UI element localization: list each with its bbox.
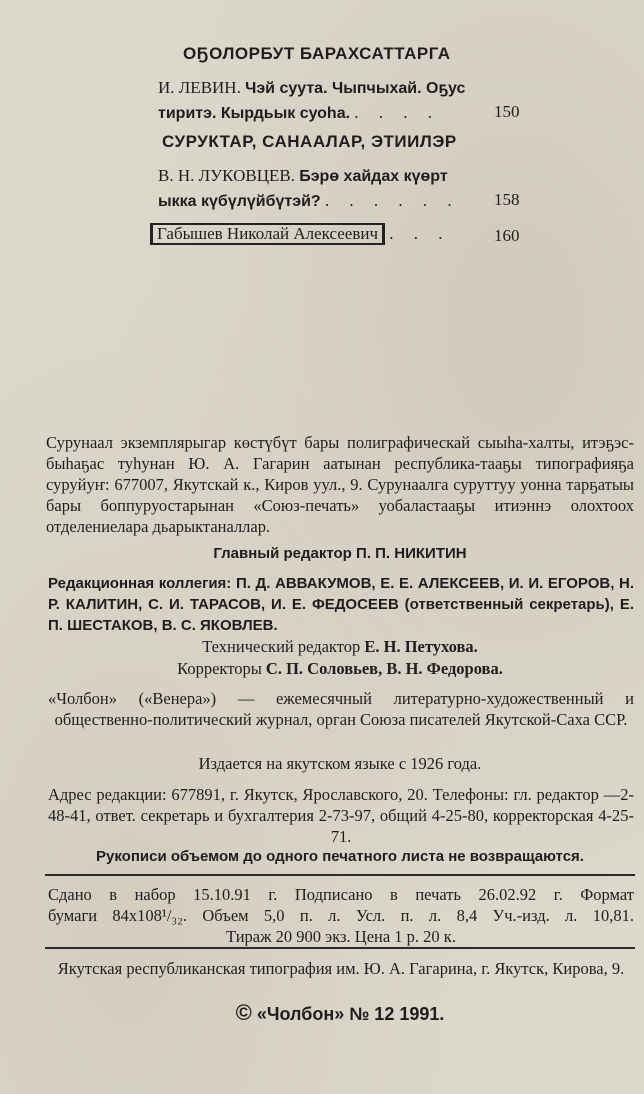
chief-editor-name: П. П. НИКИТИН [356,545,467,562]
toc-entry-2-page: 158 [494,190,520,209]
toc-entry-2 [158,164,494,214]
journal-description: «Чолбон» («Венера») — ежемесячный литературно-художественный и общественно-политический журнал, орган Союза писателей Якутской-Саха ССР. [48,689,634,729]
toc-entry-1 [158,76,494,126]
toc-dots: . . . . . . [324,191,460,210]
toc-entry-3 [150,222,451,246]
board-members: П. Д. АВВАКУМОВ, Е. Е. АЛЕКСЕЕВ, И. И. ЕГОРОВ, Н. Р. КАЛИТИН, С. И. ТАРАСОВ, И. Е. ФЕДОСЕЕВ (ответственный секретарь), Е. П. ШЕСТАКОВ, В. С. ЯКОВЛЕВ. [48,575,634,634]
editorial-board [48,573,634,636]
manuscripts-note: Рукописи объемом до одного печатного листа не возвращаются. [96,848,584,865]
toc-entry-2-title-a: Бэрө хайдах күөрт [299,168,448,185]
tech-editor-name: Е. Н. Петухова. [364,637,478,656]
printer-info: Якутская республиканская типография им. Ю. А. Гагарина, г. Якутск, Кирова, 9. [57,959,625,978]
divider-bottom [45,947,635,949]
toc-entry-3-boxed-text: Габышев Николай Алексеевич [150,223,385,245]
toc-entry-3-page: 160 [494,226,520,245]
print-line-3: Тираж 20 900 экз. Цена 1 р. 20 к. [226,927,456,946]
section-title-2: СУРУКТАР, САНААЛАР, ЭТИИЛЭР [162,132,457,151]
divider-top [45,874,635,876]
toc-entry-1-title-a: Чэй суута. Чыпчыхай. Оҕус [245,80,466,97]
toc-entry-1-author: И. ЛЕВИН. [158,78,241,97]
board-label: Редакционная коллегия: [48,575,232,592]
toc-entry-1-title-b: тиритэ. Кырдьык суоһа. [158,105,351,122]
section-title-1: ОҔОЛОРБУТ БАРАХСАТТАРГА [183,44,451,63]
correctors-label: Корректоры [177,659,262,678]
copyright-line [46,1000,634,1026]
print-data [48,884,634,947]
toc-entry-2-title-b: ыкка күбүлүйбүтэй? [158,193,321,210]
chief-editor-label: Главный редактор [213,545,352,562]
chief-editor [46,543,634,564]
toc-entry-2-author: В. Н. ЛУКОВЦЕВ. [158,166,295,185]
editorial-address: Адрес редакции: 677891, г. Якутск, Ярославского, 20. Телефоны: гл. редактор —2-48-41, ответ. секретарь и бухгалтерия 2-73-97, общий 4-25-80, корректорская 4-25-71. [48,785,634,846]
copyright-text: «Чолбон» № 12 1991. [256,1004,445,1024]
print-line-2: бумаги 84х108¹/₃₂. Объем 5,0 п. л. Усл. п. л. 8,4 Уч.-изд. л. 10,81. [48,906,634,925]
correctors-names: С. П. Соловьев, В. Н. Федорова. [265,659,503,678]
tech-editor-label: Технический редактор [202,637,361,656]
staff-block [46,636,634,680]
edition-note: Сурунаал экземплярыгар көстүбүт бары полиграфическай сыыһа-халты, итэҕэс-быһаҕас туһунан Ю. А. Гагарин аатынан республика-тааҕы типографияҕа суруйуҥ: 677007, Якутскай к., Киров уул., 9. Сурунаалга суруттуу уонна тарҕатыы бары боппуруостарынан «Союз-печать» уобаластааҕы итиэннэ олохтоох отделениелара дьарыктаналлар. [46,433,634,536]
copyright-symbol: © [235,1000,252,1025]
toc-entry-1-page: 150 [494,102,520,121]
published-since: Издается на якутском языке с 1926 года. [198,754,482,773]
toc-dots: . . . [389,224,451,243]
toc-dots: . . . . [354,103,441,122]
print-line-1: Сдано в набор 15.10.91 г. Подписано в печать 26.02.92 г. Формат [48,885,634,904]
